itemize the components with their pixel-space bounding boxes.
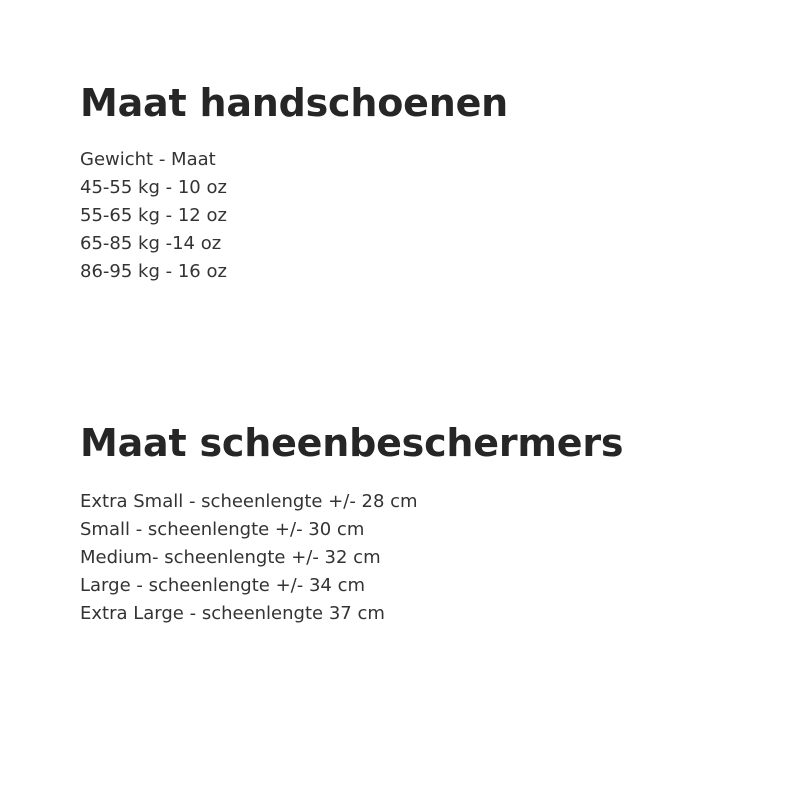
gloves-size-row: 45-55 kg - 10 oz [80, 177, 227, 198]
gloves-size-list [80, 146, 508, 286]
shin-guards-size-title: Maat scheenbeschermers [80, 421, 624, 465]
shin-guards-size-row: Large - scheenlengte +/- 34 cm [80, 575, 366, 596]
shin-guards-size-row: Medium- scheenlengte +/- 32 cm [80, 547, 381, 568]
gloves-size-row: 86-95 kg - 16 oz [80, 261, 227, 282]
shin-guards-size-section [80, 420, 623, 628]
shin-guards-size-row: Extra Large - scheenlengte 37 cm [80, 603, 385, 624]
gloves-size-title: Maat handschoenen [80, 81, 508, 125]
shin-guards-size-row: Extra Small - scheenlengte +/- 28 cm [80, 491, 418, 512]
gloves-size-section [80, 80, 508, 286]
shin-guards-size-row: Small - scheenlengte +/- 30 cm [80, 519, 365, 540]
gloves-size-row: 65-85 kg -14 oz [80, 233, 222, 254]
gloves-size-header: Gewicht - Maat [80, 149, 216, 170]
shin-guards-size-list [80, 488, 623, 628]
gloves-size-row: 55-65 kg - 12 oz [80, 205, 227, 226]
